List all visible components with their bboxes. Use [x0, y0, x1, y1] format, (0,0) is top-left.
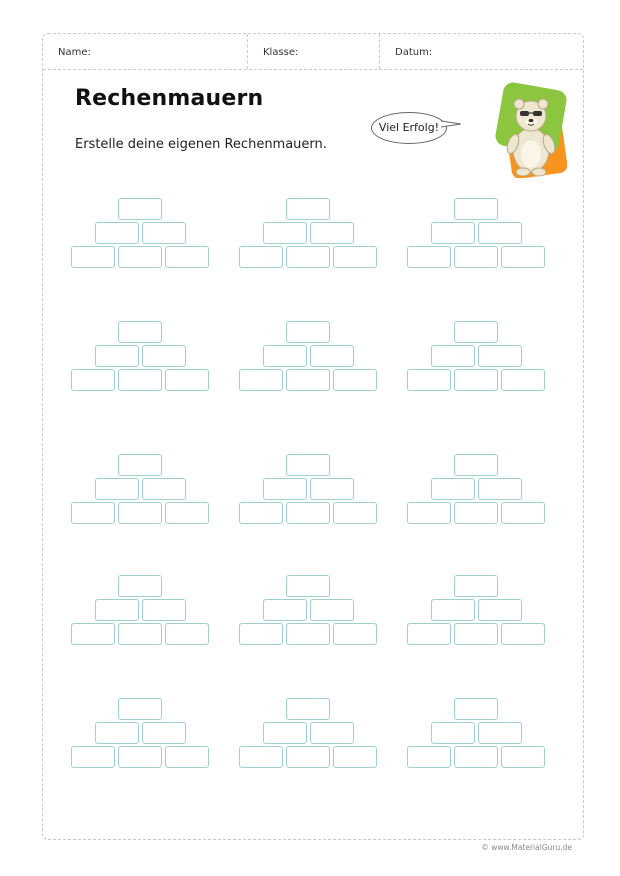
date-field[interactable]: [379, 34, 585, 69]
wall-brick[interactable]: [431, 722, 475, 744]
wall-brick[interactable]: [95, 345, 139, 367]
wall-brick[interactable]: [478, 345, 522, 367]
wall-brick[interactable]: [118, 369, 162, 391]
wall-brick[interactable]: [454, 698, 498, 720]
wall-brick[interactable]: [286, 575, 330, 597]
bear-mascot-icon: [491, 82, 567, 178]
wall-brick[interactable]: [263, 722, 307, 744]
wall-brick[interactable]: [239, 746, 283, 768]
wall-brick[interactable]: [286, 246, 330, 268]
wall-brick[interactable]: [142, 345, 186, 367]
wall-brick[interactable]: [478, 722, 522, 744]
wall-brick[interactable]: [478, 222, 522, 244]
number-wall: [239, 575, 383, 653]
wall-brick[interactable]: [286, 454, 330, 476]
wall-brick[interactable]: [286, 623, 330, 645]
wall-brick[interactable]: [286, 369, 330, 391]
wall-brick[interactable]: [286, 502, 330, 524]
wall-brick[interactable]: [165, 246, 209, 268]
speech-bubble-tail: [441, 120, 461, 128]
wall-brick[interactable]: [263, 478, 307, 500]
wall-brick[interactable]: [118, 502, 162, 524]
wall-brick[interactable]: [165, 746, 209, 768]
wall-brick[interactable]: [454, 623, 498, 645]
wall-brick[interactable]: [165, 369, 209, 391]
wall-brick[interactable]: [239, 502, 283, 524]
speech-bubble: [371, 112, 447, 144]
class-label: Klasse:: [263, 47, 299, 58]
wall-brick[interactable]: [431, 345, 475, 367]
wall-brick[interactable]: [142, 722, 186, 744]
number-wall: [71, 575, 215, 653]
wall-brick[interactable]: [454, 454, 498, 476]
wall-brick[interactable]: [239, 369, 283, 391]
wall-brick[interactable]: [501, 746, 545, 768]
wall-brick[interactable]: [118, 575, 162, 597]
wall-brick[interactable]: [95, 599, 139, 621]
wall-brick[interactable]: [263, 222, 307, 244]
wall-brick[interactable]: [286, 198, 330, 220]
wall-brick[interactable]: [71, 369, 115, 391]
wall-brick[interactable]: [407, 246, 451, 268]
wall-brick[interactable]: [407, 623, 451, 645]
wall-brick[interactable]: [142, 478, 186, 500]
wall-brick[interactable]: [407, 746, 451, 768]
wall-brick[interactable]: [118, 321, 162, 343]
wall-brick[interactable]: [454, 575, 498, 597]
number-wall: [239, 454, 383, 532]
wall-brick[interactable]: [478, 478, 522, 500]
footer-copyright: © www.MaterialGuru.de: [481, 843, 572, 852]
wall-brick[interactable]: [501, 369, 545, 391]
wall-brick[interactable]: [310, 222, 354, 244]
number-wall: [239, 198, 383, 276]
wall-brick[interactable]: [333, 369, 377, 391]
number-wall: [407, 198, 551, 276]
wall-brick[interactable]: [118, 623, 162, 645]
wall-brick[interactable]: [95, 222, 139, 244]
wall-brick[interactable]: [142, 222, 186, 244]
wall-brick[interactable]: [118, 246, 162, 268]
wall-brick[interactable]: [454, 198, 498, 220]
wall-brick[interactable]: [501, 502, 545, 524]
wall-brick[interactable]: [165, 623, 209, 645]
wall-brick[interactable]: [333, 246, 377, 268]
wall-brick[interactable]: [333, 502, 377, 524]
number-wall: [239, 698, 383, 776]
date-label: Datum:: [395, 47, 433, 58]
wall-brick[interactable]: [431, 599, 475, 621]
number-wall: [239, 321, 383, 399]
number-wall: [407, 321, 551, 399]
wall-brick[interactable]: [118, 198, 162, 220]
speech-bubble-text: Viel Erfolg!: [378, 121, 440, 134]
wall-brick[interactable]: [310, 599, 354, 621]
name-label: Name:: [58, 47, 91, 58]
wall-brick[interactable]: [118, 698, 162, 720]
wall-brick[interactable]: [118, 454, 162, 476]
wall-brick[interactable]: [71, 623, 115, 645]
wall-brick[interactable]: [71, 246, 115, 268]
wall-brick[interactable]: [501, 623, 545, 645]
wall-brick[interactable]: [431, 222, 475, 244]
wall-brick[interactable]: [454, 502, 498, 524]
wall-brick[interactable]: [407, 369, 451, 391]
wall-brick[interactable]: [478, 599, 522, 621]
wall-brick[interactable]: [310, 722, 354, 744]
wall-brick[interactable]: [454, 321, 498, 343]
wall-brick[interactable]: [501, 246, 545, 268]
wall-brick[interactable]: [431, 478, 475, 500]
wall-brick[interactable]: [239, 623, 283, 645]
wall-brick[interactable]: [454, 369, 498, 391]
wall-brick[interactable]: [333, 623, 377, 645]
number-wall: [71, 454, 215, 532]
number-wall: [71, 698, 215, 776]
number-wall: [71, 321, 215, 399]
number-wall: [407, 454, 551, 532]
wall-brick[interactable]: [286, 746, 330, 768]
wall-brick[interactable]: [286, 698, 330, 720]
wall-brick[interactable]: [454, 246, 498, 268]
page-title: Rechenmauern: [75, 86, 264, 111]
wall-brick[interactable]: [165, 502, 209, 524]
wall-brick[interactable]: [71, 746, 115, 768]
wall-brick[interactable]: [310, 345, 354, 367]
name-field[interactable]: [43, 34, 247, 69]
wall-brick[interactable]: [95, 478, 139, 500]
number-wall: [407, 575, 551, 653]
wall-brick[interactable]: [118, 746, 162, 768]
wall-brick[interactable]: [142, 599, 186, 621]
wall-brick[interactable]: [263, 599, 307, 621]
wall-brick[interactable]: [333, 746, 377, 768]
wall-brick[interactable]: [95, 722, 139, 744]
wall-brick[interactable]: [286, 321, 330, 343]
number-wall: [71, 198, 215, 276]
wall-brick[interactable]: [71, 502, 115, 524]
wall-brick[interactable]: [263, 345, 307, 367]
class-field[interactable]: [247, 34, 379, 69]
wall-brick[interactable]: [454, 746, 498, 768]
wall-brick[interactable]: [407, 502, 451, 524]
worksheet: [42, 33, 584, 840]
instruction-text: Erstelle deine eigenen Rechenmauern.: [75, 137, 327, 152]
wall-brick[interactable]: [310, 478, 354, 500]
header-row: [43, 34, 583, 70]
wall-brick[interactable]: [239, 246, 283, 268]
number-wall: [407, 698, 551, 776]
